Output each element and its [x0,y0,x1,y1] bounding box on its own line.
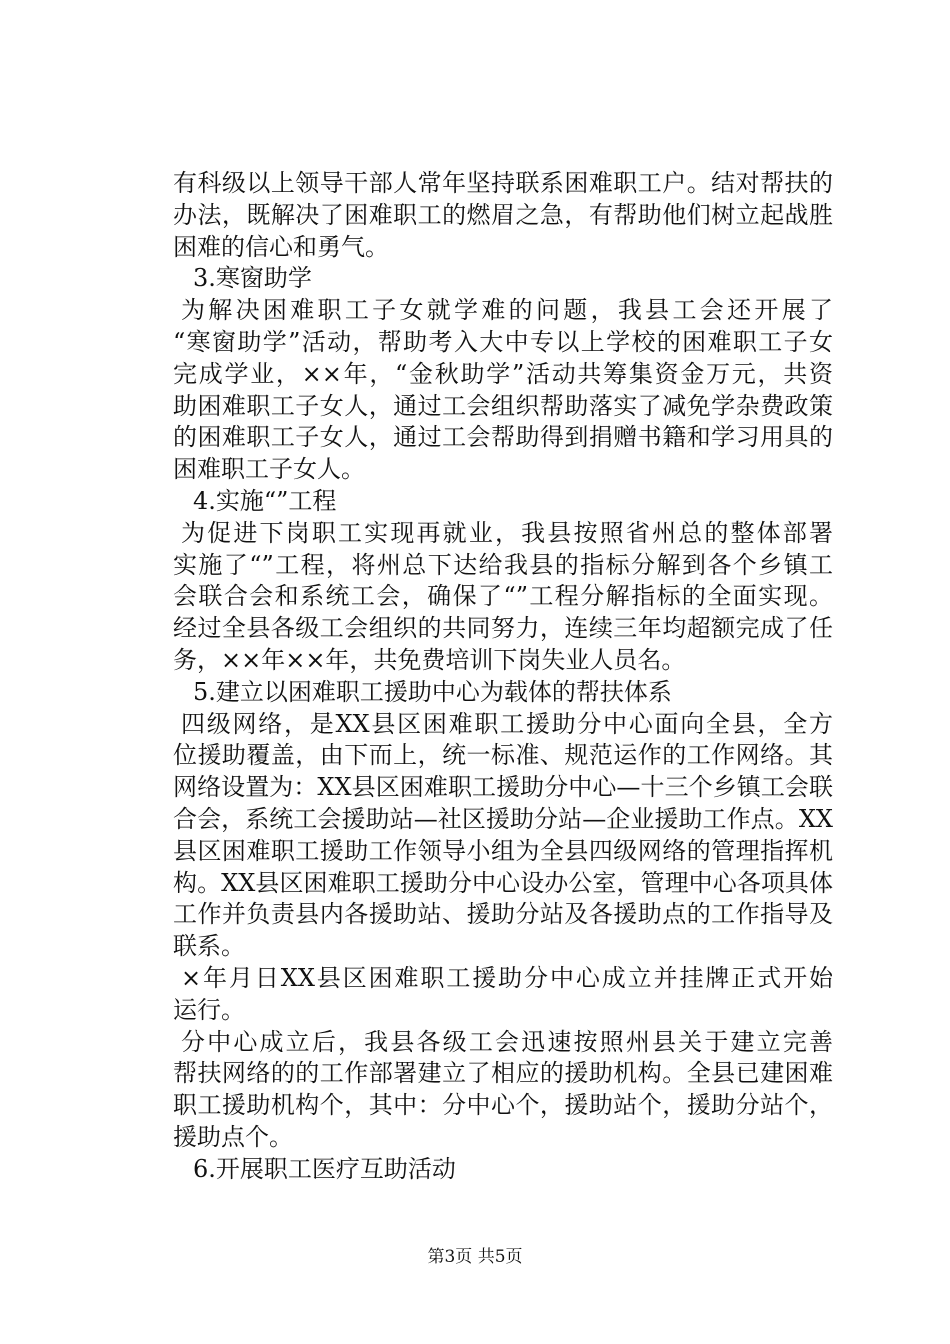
paragraph-line: 办法，既解决了困难职工的燃眉之急，有帮助他们树立起战胜 [173,200,833,229]
paragraph-line: 实施了“”工程，将州总下达给我县的指标分解到各个乡镇工 [173,550,833,579]
paragraph-line: 合会，系统工会援助站—社区援助分站—企业援助工作点。XX [173,804,833,833]
section-heading: 4.实施“”工程 [193,486,337,515]
paragraph-line: 网络设置为：XX县区困难职工援助分中心—十三个乡镇工会联 [173,773,833,802]
section-heading: 3.寒窗助学 [193,264,312,293]
paragraph-line: 助困难职工子女人，通过工会组织帮助落实了减免学杂费政策 [173,391,833,420]
paragraph-first-line: 四级网络，是XX县区困难职工援助分中心面向全县，全方 [181,709,833,738]
paragraph-first-line: 为解决困难职工子女就学难的问题，我县工会还开展了 [181,296,833,325]
paragraph-line: 有科级以上领导干部人常年坚持联系困难职工户。结对帮扶的 [173,169,833,197]
paragraph-last-line: 援助点个。 [173,1122,293,1151]
paragraph-last-line: 联系。 [173,932,245,961]
paragraph-line: 工作并负责县内各援助站、援助分站及各援助点的工作指导及 [173,900,833,929]
paragraph-line: 的困难职工子女人，通过工会帮助得到捐赠书籍和学习用具的 [173,423,833,452]
paragraph-line: 会联合会和系统工会，确保了“”工程分解指标的全面实现。 [173,582,833,611]
paragraph-last-line: 困难职工子女人。 [173,455,365,484]
paragraph-last-line: 运行。 [173,995,245,1024]
page-footer: 第3页 共5页 [427,1247,523,1267]
paragraph-last-line: 务，××年××年，共免费培训下岗失业人员名。 [173,645,686,674]
paragraph-line: 经过全县各级工会组织的共同努力，连续三年均超额完成了任 [173,614,833,643]
paragraph-first-line: 为促进下岗职工实现再就业，我县按照省州总的整体部署 [181,518,833,547]
paragraph-line: 职工援助机构个，其中：分中心个，援助站个，援助分站个， [173,1091,833,1120]
paragraph-line: “寒窗助学”活动，帮助考入大中专以上学校的困难职工子女 [173,327,833,356]
paragraph-first-line: 分中心成立后，我县各级工会迅速按照州县关于建立完善 [181,1027,833,1056]
paragraph-line: 完成学业，××年，“金秋助学”活动共筹集资金万元，共资 [173,359,833,388]
paragraph-line: 构。XX县区困难职工援助分中心设办公室，管理中心各项具体 [173,868,833,897]
paragraph-line: 位援助覆盖，由下而上，统一标准、规范运作的工作网络。其 [173,741,833,770]
paragraph-line: 县区困难职工援助工作领导小组为全县四级网络的管理指挥机 [173,836,833,865]
document-body [173,168,833,1186]
paragraph-first-line: ×年月日XX县区困难职工援助分中心成立并挂牌正式开始 [181,963,833,992]
section-heading: 6.开展职工医疗互助活动 [193,1154,456,1183]
section-heading: 5.建立以困难职工援助中心为载体的帮扶体系 [193,677,672,706]
paragraph-line: 帮扶网络的的工作部署建立了相应的援助机构。全县已建困难 [173,1059,833,1088]
paragraph-last-line: 困难的信心和勇气。 [173,232,389,261]
